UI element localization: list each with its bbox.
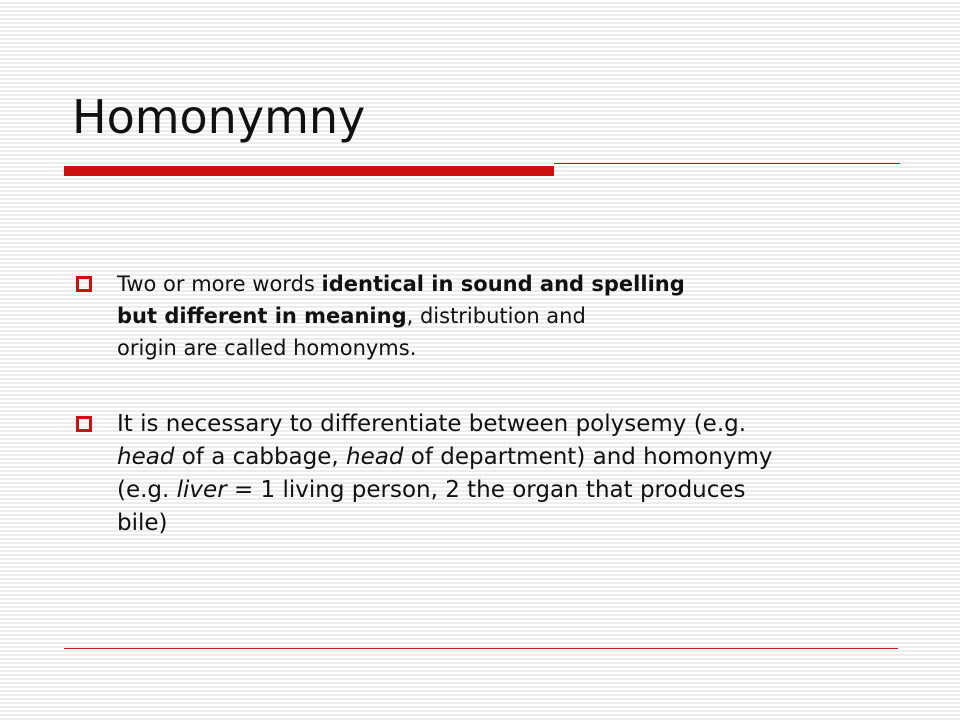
bullet-2-text-part: bile) <box>117 510 168 536</box>
bullet-2-italic-word: liver <box>176 477 227 503</box>
bullet-2-text-part: It is necessary to differentiate between polysemy (e.g. <box>117 411 747 437</box>
hollow-square-icon <box>76 276 92 292</box>
slide-title: Homonymny <box>72 90 366 144</box>
bullet-text-2 <box>117 408 866 540</box>
bullet-2-italic-word: head <box>117 444 175 470</box>
title-underline-thick <box>64 166 554 176</box>
footer-rule <box>64 648 898 649</box>
bullet-2-text-part: (e.g. <box>117 477 177 503</box>
bullet-1-bold-phrase-a: identical in sound and spelling <box>321 272 685 296</box>
bullet-2-italic-word: head <box>346 444 404 470</box>
title-underline-thin <box>554 163 900 164</box>
bullet-1-bold-phrase-b: but different in meaning <box>117 304 407 328</box>
bullet-item-1 <box>76 268 866 364</box>
bullet-2-text-part: of a cabbage, <box>174 444 347 470</box>
bullet-1-text-part: Two or more words <box>117 272 322 296</box>
bullet-2-text-part: of department) and homonymy <box>403 444 773 470</box>
bullet-1-text-part: , distribution and <box>406 304 586 328</box>
bullet-2-text-part: = 1 living person, 2 the organ that produces <box>226 477 746 503</box>
bullet-item-2 <box>76 408 866 540</box>
bullet-1-text-part: origin are called homonyms. <box>117 336 417 360</box>
hollow-square-icon <box>76 416 92 432</box>
bullet-text-1 <box>117 268 862 364</box>
